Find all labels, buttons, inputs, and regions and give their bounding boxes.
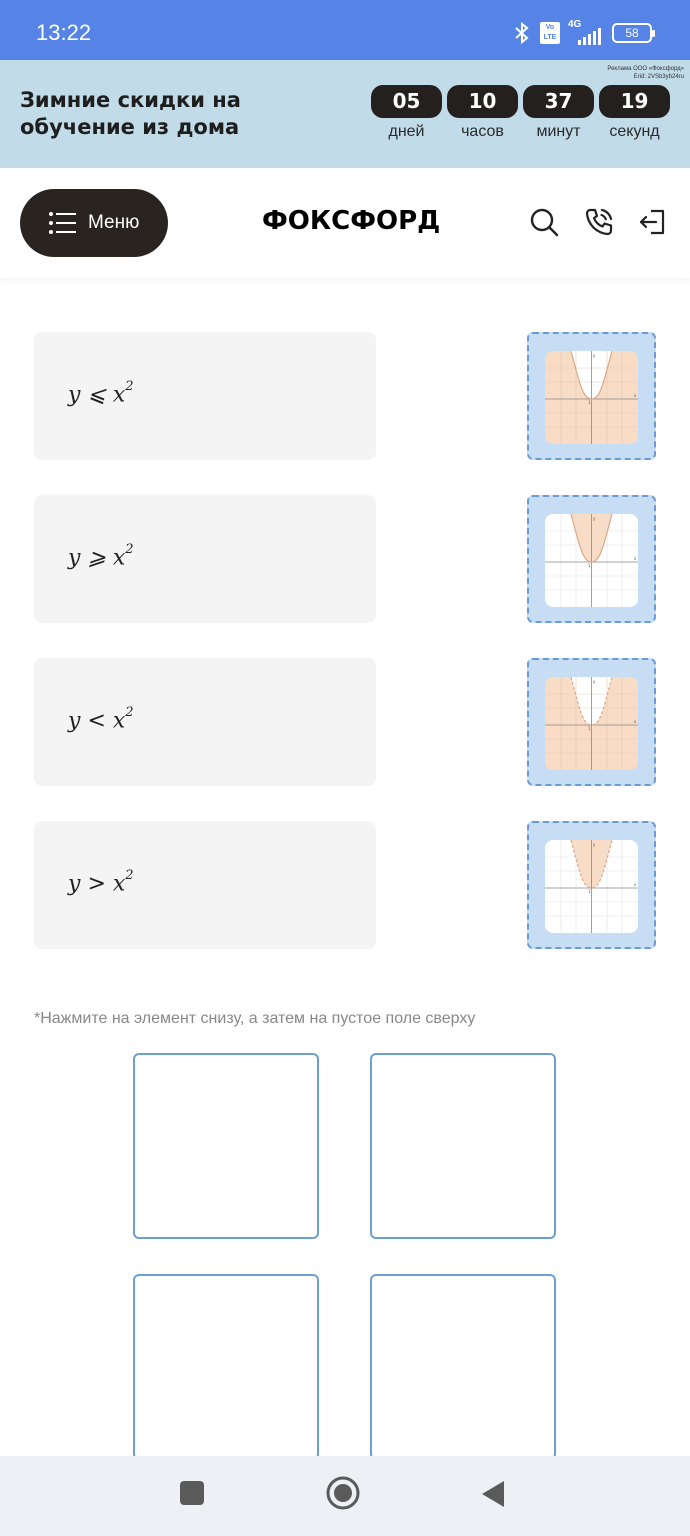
- parabola-graph-inside-shaded-dashed: [545, 840, 638, 933]
- timer-hours-label: часов: [461, 123, 504, 140]
- system-nav-bar: [0, 1456, 690, 1536]
- parabola-graph-outside-shaded-dashed: [545, 677, 638, 770]
- svg-text:y: y: [593, 842, 596, 847]
- graph-answer-slot[interactable]: [527, 495, 656, 623]
- inequality-formula: y ⩽ $x^2$: [68, 379, 134, 408]
- site-header: [0, 168, 690, 278]
- task-row: [34, 332, 656, 460]
- phone-icon[interactable]: [583, 206, 615, 238]
- timer-minutes: [523, 85, 594, 141]
- battery-icon: 58: [612, 23, 652, 43]
- parabola-graph-outside-shaded: [545, 351, 638, 444]
- svg-text:y: y: [593, 516, 596, 521]
- inequality-formula: $y > x^2$: [68, 868, 134, 897]
- inequality-card: [34, 658, 376, 786]
- network-type: 4G: [568, 19, 582, 30]
- menu-list-icon: [48, 211, 78, 235]
- status-time: 13:22: [36, 20, 92, 45]
- task-row: [34, 658, 656, 786]
- timer-days-value: 05: [371, 85, 442, 118]
- answer-option-box[interactable]: [370, 1274, 556, 1460]
- answer-option-box[interactable]: [133, 1053, 319, 1239]
- timer-minutes-value: 37: [523, 85, 594, 118]
- bluetooth-icon: [512, 21, 532, 45]
- inequality-card: [34, 495, 376, 623]
- timer-days-label: дней: [388, 123, 425, 140]
- inequality-card: [34, 821, 376, 949]
- inequality-formula: $y < x^2$: [68, 705, 134, 734]
- svg-text:x: x: [634, 393, 637, 398]
- svg-text:x: x: [634, 556, 637, 561]
- timer-seconds-value: 19: [599, 85, 670, 118]
- menu-label: Меню: [88, 212, 140, 233]
- parabola-graph-inside-shaded: [545, 514, 638, 607]
- svg-text:1: 1: [588, 726, 591, 731]
- recent-apps-icon[interactable]: [179, 1480, 205, 1506]
- timer-minutes-label: минут: [536, 123, 581, 140]
- menu-button[interactable]: [20, 189, 168, 257]
- inequality-formula: y ⩾ $x^2$: [68, 542, 134, 571]
- task-hint: *Нажмите на элемент снизу, а затем на пустое поле сверху: [34, 1010, 476, 1027]
- svg-text:1: 1: [588, 400, 591, 405]
- site-logo[interactable]: ФОКСФОРД: [262, 206, 441, 236]
- timer-seconds-label: секунд: [609, 123, 660, 140]
- status-bar: [0, 0, 690, 60]
- svg-text:x: x: [634, 719, 637, 724]
- task-row: [34, 821, 656, 949]
- graph-answer-slot[interactable]: [527, 332, 656, 460]
- search-icon[interactable]: [528, 206, 560, 238]
- timer-hours-value: 10: [447, 85, 518, 118]
- svg-text:y: y: [593, 353, 596, 358]
- signal-bars: [578, 28, 601, 45]
- timer-days: [371, 85, 442, 141]
- promo-banner[interactable]: [0, 60, 690, 168]
- ad-disclaimer-line1: Реклама ООО «Фоксфорд»: [607, 66, 684, 72]
- ad-disclaimer-line2: Erid: 2VSb3yb24ru: [633, 74, 684, 80]
- volte-icon: Vo LTE: [540, 22, 560, 44]
- signal-icon: [568, 21, 604, 45]
- promo-title: Зимние скидки на обучение из дома: [20, 88, 241, 139]
- answer-option-box[interactable]: [133, 1274, 319, 1460]
- inequality-card: [34, 332, 376, 460]
- home-icon[interactable]: [325, 1475, 361, 1511]
- svg-text:y: y: [593, 679, 596, 684]
- login-icon[interactable]: [637, 206, 669, 238]
- countdown-timer: [371, 85, 670, 141]
- svg-text:1: 1: [588, 563, 591, 568]
- task-row: [34, 495, 656, 623]
- svg-text:x: x: [634, 882, 637, 887]
- timer-seconds: [599, 85, 670, 141]
- graph-answer-slot[interactable]: [527, 821, 656, 949]
- svg-text:1: 1: [588, 889, 591, 894]
- answer-option-box[interactable]: [370, 1053, 556, 1239]
- ad-disclaimer: [607, 65, 684, 81]
- back-icon[interactable]: [481, 1480, 505, 1508]
- timer-hours: [447, 85, 518, 141]
- graph-answer-slot[interactable]: [527, 658, 656, 786]
- status-icons: [512, 18, 652, 48]
